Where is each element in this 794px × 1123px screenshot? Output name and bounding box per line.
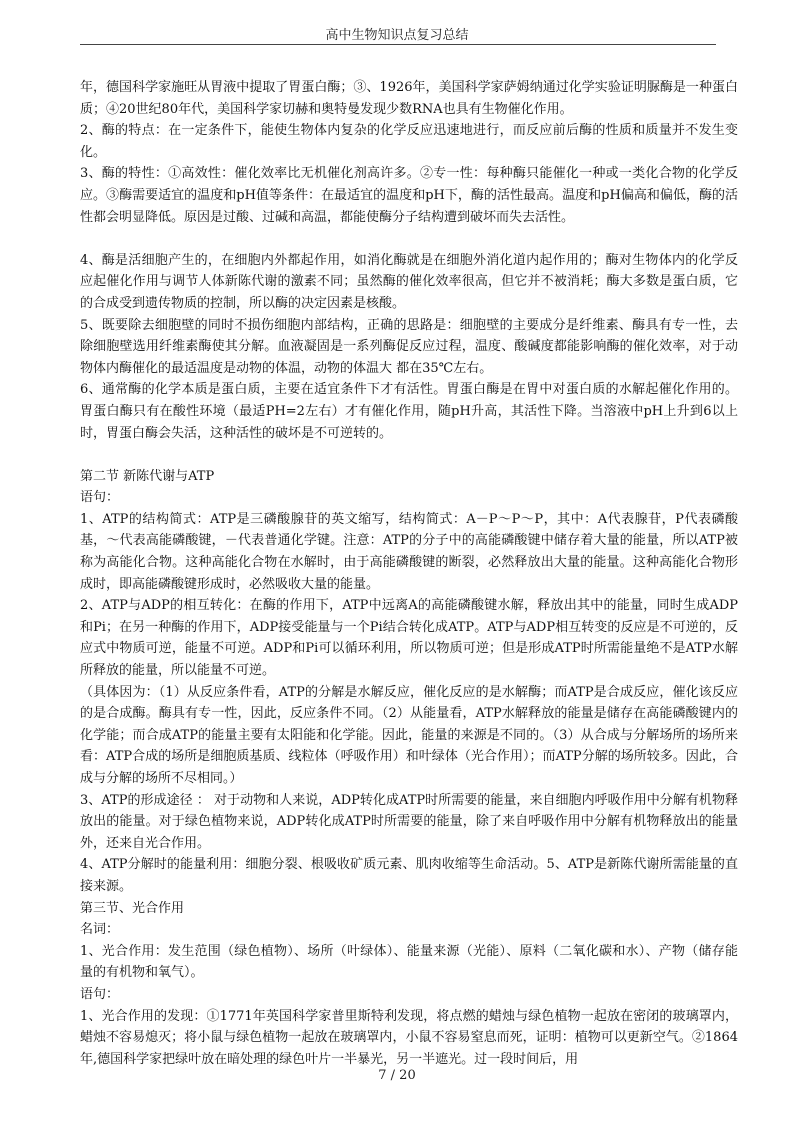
paragraph: （具体因为：（1）从反应条件看，ATP的分解是水解反应，催化反应的是水解酶；而ATP是合成反应，催化该反应的是合成酶。酶具有专一性，因此，反应条件不同。（2）从能量看，ATP水解释放的能量是储存在高能磷酸键内的化学能；而合成ATP的能量主要有太阳能和化学能。因此，能量的来源是不同的。（3）从合成与分解场所的场所来看：ATP合成的场所是细胞质基质、线粒体（呼吸作用）和叶绿体（光合作用）；而ATP分解的场所较多。因此，合成与分解的场所不尽相同。） xyxy=(80,684,738,786)
spacer xyxy=(80,228,738,250)
section-heading: 第二节 新陈代谢与ATP xyxy=(80,468,215,484)
page-header: 高中生物知识点复习总结 xyxy=(325,28,469,43)
section-heading: 第三节、光合作用 xyxy=(80,900,185,916)
paragraph: 1、光合作用：发生范围（绿色植物）、场所（叶绿体）、能量来源（光能）、原料（二氧化碳和水）、产物（储存能量的有机物和氧气）。 xyxy=(80,943,738,981)
header-divider xyxy=(80,44,716,45)
subheading: 语句： xyxy=(80,490,120,506)
paragraph: 2、ATP与ADP的相互转化：在酶的作用下，ATP中远离A的高能磷酸键水解，释放出其中的能量，同时生成ADP和Pi；在另一种酶的作用下，ADP接受能量与一个Pi结合转化成ATP。ATP与ADP相互转变的反应是不可逆的，反应式中物质可逆，能量不可逆。ADP和Pi可以循环利用，所以物质可逆；但是形成ATP时所需能量绝不是ATP水解所释放的能量，所以能量不可逆。 xyxy=(80,598,738,679)
paragraph: 5、既要除去细胞壁的同时不损伤细胞内部结构，正确的思路是：细胞壁的主要成分是纤维素、酶具有专一性，去除细胞壁选用纤维素酶使其分解。血液凝固是一系列酶促反应过程，温度、酸碱度都能影响酶的催化效率，对于动物体内酶催化的最适温度是动物的体温，动物的体温大 都在35℃左右。 xyxy=(80,317,738,376)
paragraph: 2、酶的特点：在一定条件下，能使生物体内复杂的化学反应迅速地进行，而反应前后酶的性质和质量并不发生变化。 xyxy=(80,123,738,160)
paragraph: 年，德国科学家施旺从胃液中提取了胃蛋白酶；③、1926年，美国科学家萨姆纳通过化学实验证明脲酶是一种蛋白质；④20世纪80年代，美国科学家切赫和奥特曼发现少数RNA也具有生物催化作用。 xyxy=(80,80,738,117)
paragraph: 4、ATP分解时的能量利用：细胞分裂、根吸收矿质元素、肌肉收缩等生命活动。5、ATP是新陈代谢所需能量的直接来源。 xyxy=(80,857,738,894)
page-number: 7 / 20 xyxy=(378,1068,416,1083)
document-body xyxy=(80,77,738,1070)
subheading: 名词： xyxy=(80,922,120,938)
paragraph: 3、酶的特性：①高效性：催化效率比无机催化剂高许多。②专一性：每种酶只能催化一种或一类化合物的化学反应。③酶需要适宜的温度和pH值等条件：在最适宜的温度和pH下，酶的活性最高。温度和pH偏高和偏低，酶的活性都会明显降低。原因是过酸、过碱和高温，都能使酶分子结构遭到破坏而失去活性。 xyxy=(80,166,738,225)
paragraph: 1、光合作用的发现：①1771年英国科学家普里斯特利发现，将点燃的蜡烛与绿色植物一起放在密闭的玻璃罩内，蜡烛不容易熄灭；将小鼠与绿色植物一起放在玻璃罩内，小鼠不容易窒息而死，证明：植物可以更新空气。②1864年,德国科学家把绿叶放在暗处理的绿色叶片一半暴光，另一半遮光。过一段时间后，用 xyxy=(80,1008,738,1067)
spacer xyxy=(80,444,738,466)
subheading: 语句： xyxy=(80,986,120,1002)
paragraph: 4、酶是活细胞产生的，在细胞内外都起作用，如消化酶就是在细胞外消化道内起作用的；酶对生物体内的化学反应起催化作用与调节人体新陈代谢的激素不同；虽然酶的催化效率很高，但它并不被消耗；酶大多数是蛋白质，它的合成受到遗传物质的控制，所以酶的决定因素是核酸。 xyxy=(80,252,738,311)
paragraph: 1、ATP的结构简式：ATP是三磷酸腺苷的英文缩写，结构简式：A－P～P～P，其中：A代表腺苷，P代表磷酸基，～代表高能磷酸键，－代表普通化学键。注意：ATP的分子中的高能磷酸键中储存着大量的能量，所以ATP被称为高能化合物。这种高能化合物在水解时，由于高能磷酸键的断裂，必然释放出大量的能量。这种高能化合物形成时，即高能磷酸键形成时，必然吸收大量的能量。 xyxy=(80,511,738,592)
paragraph: 3、ATP的形成途径 ： 对于动物和人来说，ADP转化成ATP时所需要的能量，来自细胞内呼吸作用中分解有机物释放出的能量。对于绿色植物来说，ADP转化成ATP时所需要的能量，除了来自呼吸作用中分解有机物释放出的能量外，还来自光合作用。 xyxy=(80,792,738,851)
paragraph: 6、通常酶的化学本质是蛋白质，主要在适宜条件下才有活性。胃蛋白酶是在胃中对蛋白质的水解起催化作用的。胃蛋白酶只有在酸性环境（最适PH=2左右）才有催化作用，随pH升高，其活性下降。当溶液中pH上升到6以上时，胃蛋白酶会失活，这种活性的破坏是不可逆转的。 xyxy=(80,382,738,441)
